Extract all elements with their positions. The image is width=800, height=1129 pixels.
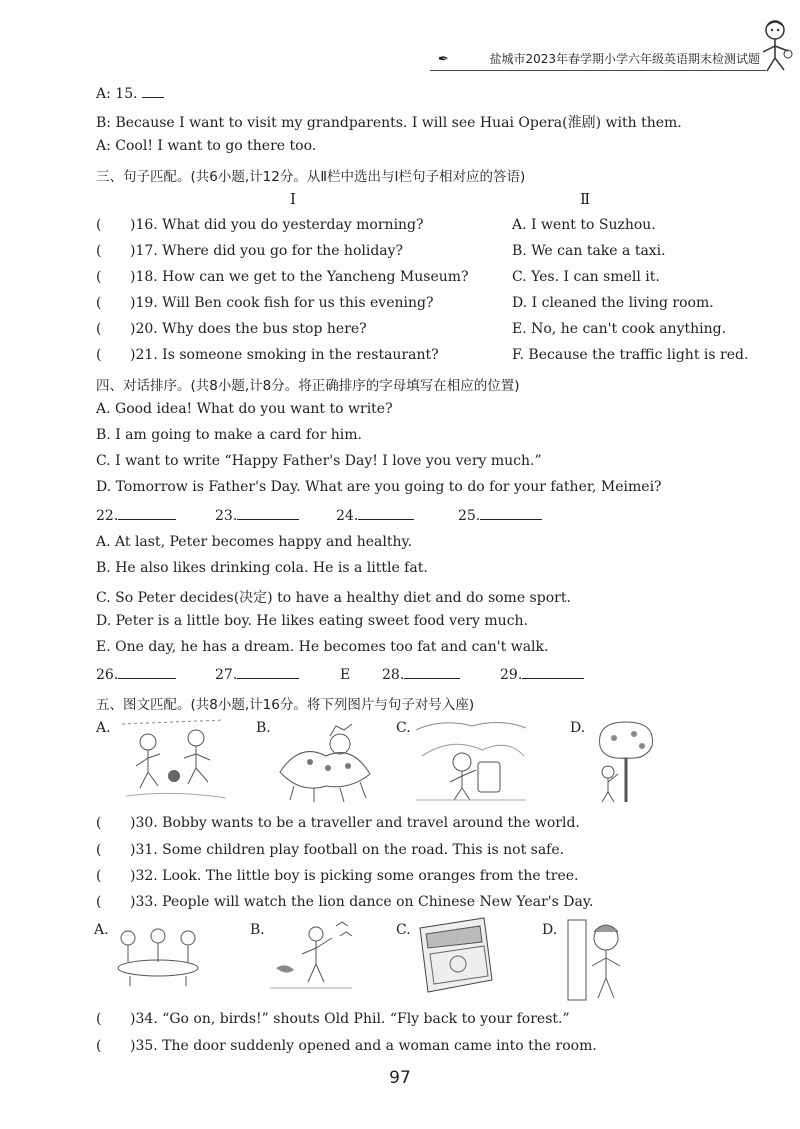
dialogue-option: B. I am going to make a card for him.: [96, 427, 362, 443]
page-number: 97: [389, 1068, 411, 1088]
section4-title: 四、对话排序。(共8小题,计8分。将正确排序的字母填写在相应的位置): [96, 378, 520, 394]
section3-title: 三、句子匹配。(共6小题,计12分。从Ⅱ栏中选出与Ⅰ栏句子相对应的答语): [96, 169, 526, 185]
story-option: D. Peter is a little boy. He likes eating sweet food very much.: [96, 613, 529, 629]
order-blank-25: 25.: [458, 508, 542, 524]
orange-tree-illustration: [586, 716, 666, 806]
pic-label: B.: [250, 922, 265, 938]
answer-blank[interactable]: [237, 668, 299, 679]
lion-dance-illustration: [270, 716, 382, 804]
match-answer: D. I cleaned the living room.: [512, 295, 714, 311]
page-header: [430, 50, 766, 71]
pic-question: ( )34. “Go on, birds!” shouts Old Phil. “Fly back to your forest.”: [96, 1011, 570, 1027]
column-2-heading: Ⅱ: [580, 190, 591, 208]
order-blank-23: 23.: [215, 508, 299, 524]
pic-label: C.: [396, 922, 411, 938]
answer-blank[interactable]: [404, 668, 460, 679]
match-row: ( )17. Where did you go for the holiday?: [96, 243, 404, 259]
dialogue-option: A. Good idea! What do you want to write?: [96, 401, 393, 417]
pic-label: B.: [256, 720, 271, 736]
mascot-illustration: [755, 18, 795, 74]
pic-label: A.: [94, 922, 109, 938]
answer-blank[interactable]: [118, 668, 176, 679]
order-blank-27: 27.: [215, 667, 299, 683]
match-answer: B. We can take a taxi.: [512, 243, 666, 259]
old-man-birds-illustration: [266, 918, 356, 990]
section5-title: 五、图文匹配。(共8小题,计16分。将下列图片与句子对号入座): [96, 697, 475, 713]
family-table-illustration: [110, 918, 206, 988]
pic-question: ( )30. Bobby wants to be a traveller and travel around the world.: [96, 815, 580, 831]
given-answer-E: E: [340, 667, 351, 683]
storybook-illustration: [414, 916, 498, 996]
story-option: E. One day, he has a dream. He becomes too fat and can't walk.: [96, 639, 549, 655]
answer-blank[interactable]: [118, 509, 176, 520]
pic-question: ( )35. The door suddenly opened and a woman came into the room.: [96, 1038, 597, 1054]
match-answer: F. Because the traffic light is red.: [512, 347, 749, 363]
order-blank-22: 22.: [96, 508, 176, 524]
match-row: ( )21. Is someone smoking in the restaurant?: [96, 347, 439, 363]
story-option: B. He also likes drinking cola. He is a little fat.: [96, 560, 428, 576]
pic-label: D.: [542, 922, 558, 938]
answer-blank[interactable]: [522, 668, 584, 679]
answer-blank[interactable]: [237, 509, 299, 520]
match-answer: E. No, he can't cook anything.: [512, 321, 727, 337]
pic-label: D.: [570, 720, 586, 736]
story-option: A. At last, Peter becomes happy and healthy.: [96, 534, 413, 550]
order-blank-24: 24.: [336, 508, 414, 524]
football-on-road-illustration: [118, 716, 230, 802]
match-answer: C. Yes. I can smell it.: [512, 269, 660, 285]
pic-label: C.: [396, 720, 411, 736]
answer-blank[interactable]: [480, 509, 542, 520]
order-blank-26: 26.: [96, 667, 176, 683]
pic-question: ( )31. Some children play football on the road. This is not safe.: [96, 842, 565, 858]
match-row: ( )20. Why does the bus stop here?: [96, 321, 367, 337]
header-title: 盐城市2023年春学期小学六年级英语期末检测试题: [489, 52, 760, 66]
dialogue-line-a1: A: 15.: [96, 86, 164, 102]
column-1-heading: Ⅰ: [290, 190, 296, 208]
answer-blank[interactable]: [358, 509, 414, 520]
answer-blank[interactable]: [142, 87, 164, 98]
dialogue-line-b: B: Because I want to visit my grandparents. I will see Huai Opera(淮剧) with them.: [96, 115, 682, 131]
match-row: ( )16. What did you do yesterday morning?: [96, 217, 424, 233]
match-row: ( )18. How can we get to the Yancheng Museum?: [96, 269, 469, 285]
dialogue-line-a2: A: Cool! I want to go there too.: [96, 138, 317, 154]
story-option: C. So Peter decides(决定) to have a healthy diet and do some sport.: [96, 590, 571, 606]
traveller-world-illustration: [412, 716, 530, 804]
woman-at-door-illustration: [560, 916, 636, 1002]
pic-question: ( )33. People will watch the lion dance on Chinese New Year's Day.: [96, 894, 594, 910]
pic-label: A.: [96, 720, 111, 736]
dialogue-option: C. I want to write “Happy Father's Day! I love you very much.”: [96, 453, 542, 469]
feather-icon: ✒: [438, 52, 449, 67]
dialogue-option: D. Tomorrow is Father's Day. What are you going to do for your father, Meimei?: [96, 479, 662, 495]
order-blank-29: 29.: [500, 667, 584, 683]
match-row: ( )19. Will Ben cook fish for us this evening?: [96, 295, 434, 311]
order-blank-28: 28.: [382, 667, 460, 683]
pic-question: ( )32. Look. The little boy is picking some oranges from the tree.: [96, 868, 579, 884]
match-answer: A. I went to Suzhou.: [512, 217, 656, 233]
